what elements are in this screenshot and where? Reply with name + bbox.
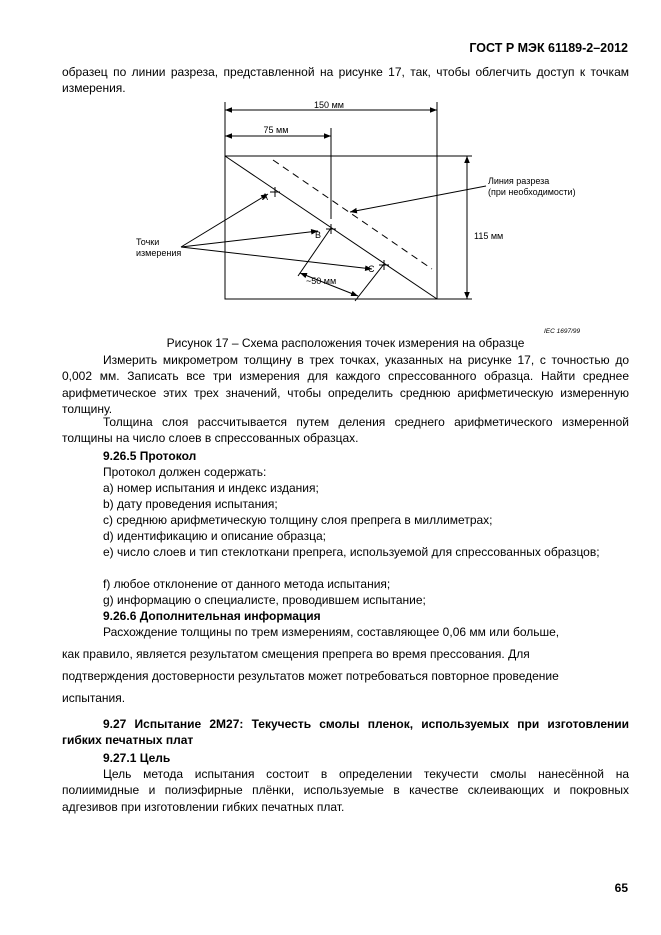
figure-17-diagram xyxy=(62,92,629,336)
protocol-item-g: g) информацию о специалисте, проводившем испытание; xyxy=(103,593,426,607)
additional-info-line3: подтверждения достоверности результатов может потребоваться повторное проведение xyxy=(62,669,559,683)
protocol-item-e: e) число слоев и тип стеклоткани препрега, используемой для спрессованных образцов; xyxy=(103,545,600,559)
dim-50-label: ~50 мм xyxy=(306,276,337,286)
cut-line-leader xyxy=(350,186,486,212)
dim-75-label: 75 мм xyxy=(263,125,289,135)
dim-150-label: 150 мм xyxy=(314,100,344,110)
cut-line xyxy=(273,160,432,269)
iec-reference: IEC 1697/99 xyxy=(544,328,581,335)
purpose-paragraph: Цель метода испытания состоит в определении текучести смолы нанесённой на полиимидные и полиэфирные плёнки, используемые в качестве склеивающих и покровных адгезивов при изготовлении гибких печатных плат. xyxy=(62,767,629,814)
additional-info-line1: Расхождение толщины по трем измерениям, составляющее 0,06 мм или больше, xyxy=(103,625,560,639)
protocol-item-a: a) номер испытания и индекс издания; xyxy=(103,481,319,495)
page-number: 65 xyxy=(614,881,628,895)
additional-info-line2: как правило, является результатом смещения препрега во время прессования. Для xyxy=(62,647,530,661)
points-label-line2: измерения xyxy=(136,248,182,258)
point-b-label: B xyxy=(315,230,322,240)
protocol-item-f: f) любое отклонение от данного метода испытания; xyxy=(103,577,391,591)
section-9266-heading: 9.26.6 Дополнительная информация xyxy=(103,609,321,623)
dim-115-label: 115 мм xyxy=(474,231,504,241)
point-a-marker xyxy=(270,187,280,197)
points-label-line1: Точки xyxy=(136,237,160,247)
section-9271-heading: 9.27.1 Цель xyxy=(103,751,171,765)
figure-caption: Рисунок 17 – Схема расположения точек измерения на образце xyxy=(166,336,525,350)
point-a-label: A xyxy=(262,192,269,202)
leader-point-b xyxy=(181,231,318,247)
cut-line-label-line2: (при необходимости) xyxy=(488,187,576,197)
cut-line-label-line1: Линия разреза xyxy=(488,176,550,186)
point-c-label: C xyxy=(368,264,375,274)
paragraph-layer-thickness: Толщина слоя рассчитывается путем деления среднего арифметического измеренной толщины на число слоев в спрессованных образцах. xyxy=(62,415,629,446)
standard-header: ГОСТ Р МЭК 61189-2–2012 xyxy=(469,41,628,55)
intro-paragraph: образец по линии разреза, представленной на рисунке 17, так, чтобы облегчить доступ к точкам измерения. xyxy=(62,65,629,96)
protocol-item-b: b) дату проведения испытания; xyxy=(103,497,278,511)
protocol-item-c: c) среднюю арифметическую толщину слоя препрега в миллиметрах; xyxy=(103,513,493,527)
section-927-heading: 9.27 Испытание 2М27: Текучесть смолы пленок, используемых при изготовлении гибких печатных плат xyxy=(62,717,629,748)
paragraph-measure: Измерить микрометром толщину в трех точках, указанных на рисунке 17, с точностью до 0,002 мм. Записать все три измерения для каждого спрессованного образца. Найти среднее арифметическое этих трех значений, чтобы определить среднюю арифметическую измеренную толщину. xyxy=(62,353,629,416)
protocol-item-d: d) идентификацию и описание образца; xyxy=(103,529,326,543)
additional-info-line4: испытания. xyxy=(62,691,126,705)
leader-point-c xyxy=(181,247,372,269)
section-9265-heading: 9.26.5 Протокол xyxy=(103,449,197,463)
protocol-intro: Протокол должен содержать: xyxy=(103,465,267,479)
